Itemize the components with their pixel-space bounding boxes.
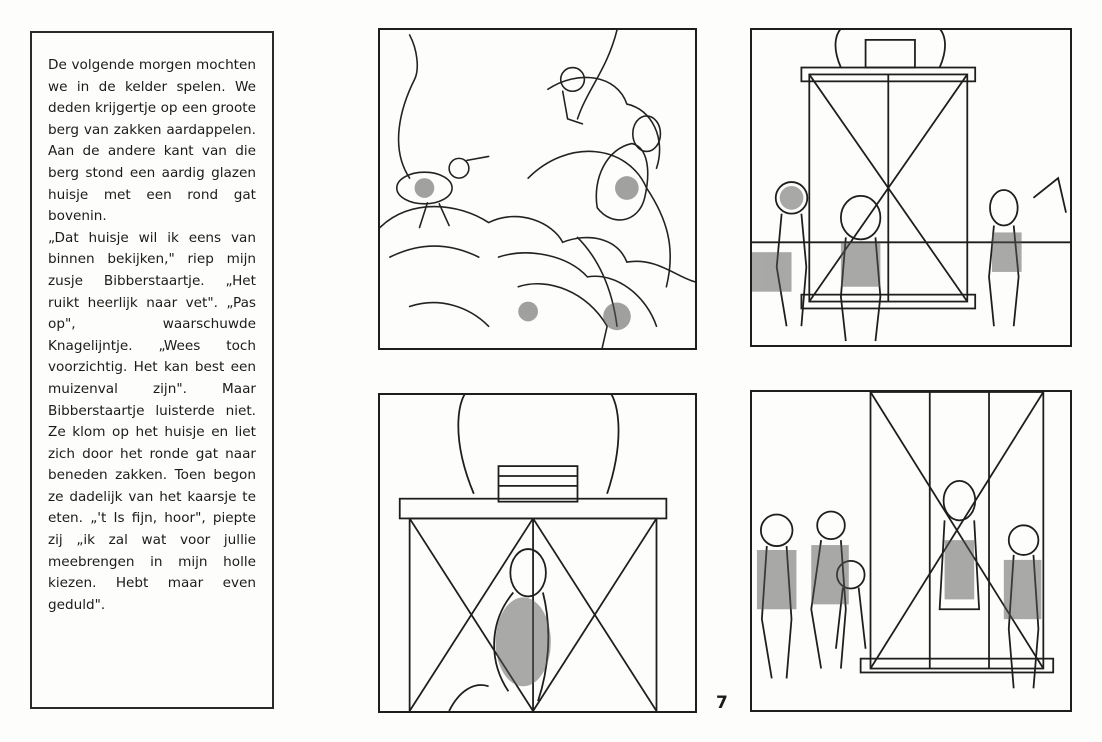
story-paragraph-2: „Dat huisje wil ik eens van binnen bekijken," riep mijn zusje Bibberstaartje. „Het ruikt heerlijk naar vet". „Pas op", waarschuwde Knagelijntje. „Wees toch voorzichtig. Het kan best een muizenval zijn". Maar Bibberstaartje luisterde niet. Ze klom op het huisje en liet zich door het ronde gat naar beneden zakken. Toen begon ze dadelijk van het kaarsje te eten. „'t Is fijn, hoor", piepte zij „ik zal wat voor jullie meebrengen in mijn holle kiezen. Hebt maar even geduld".	[48, 229, 256, 613]
mice-on-sacks-illustration	[380, 30, 695, 348]
mouse-in-lantern-illustration	[380, 395, 695, 711]
story-text-box	[30, 31, 274, 709]
illustration-panel-1	[378, 28, 697, 350]
mice-at-lantern-illustration	[752, 30, 1070, 345]
page-number: 7	[716, 693, 728, 713]
illustration-panel-4	[750, 390, 1072, 712]
illustration-panel-2	[750, 28, 1072, 347]
mice-watching-lantern-illustration	[752, 392, 1070, 710]
story-text	[48, 55, 256, 616]
illustration-panel-3	[378, 393, 697, 713]
story-paragraph-1: De volgende morgen mochten we in de kelder spelen. We deden krijgertje op een groote berg van zakken aardappelen. Aan de andere kant van die berg stond een aardig glazen huisje met een rond gat bovenin.	[48, 57, 256, 225]
